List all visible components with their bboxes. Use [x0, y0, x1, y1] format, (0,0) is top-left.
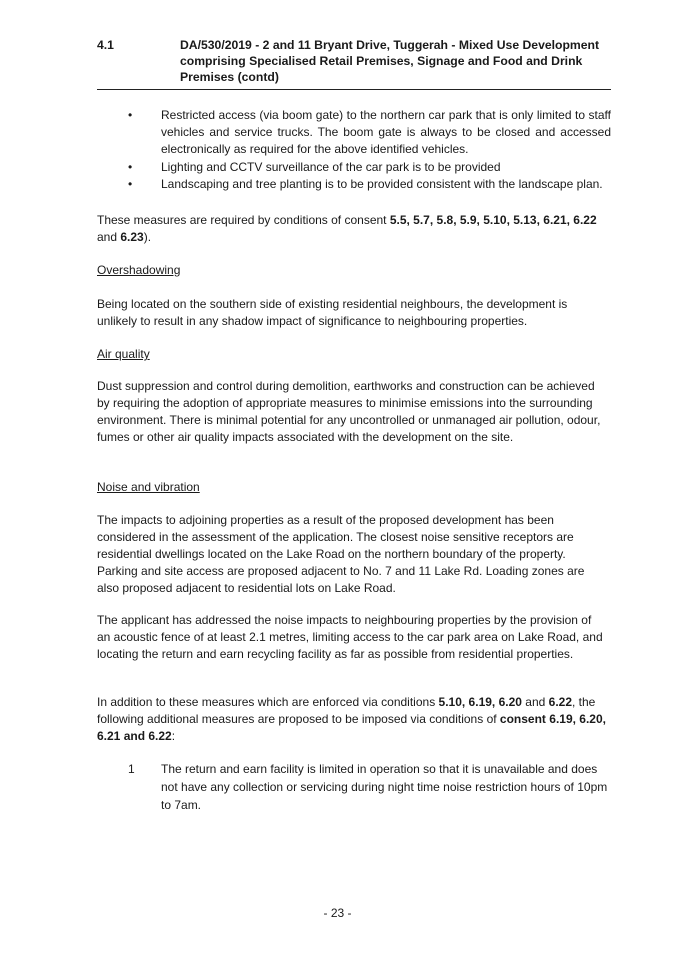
- list-item-text: Lighting and CCTV surveillance of the car park is to be provided: [161, 159, 501, 174]
- text-run: In addition to these measures which are enforced via conditions: [97, 695, 439, 709]
- bullet-list: [97, 107, 611, 193]
- air-quality-paragraph: Dust suppression and control during demolition, earthworks and construction can be achieved by requiring the adoption of appropriate measures to minimise emissions into the surrounding environment. There is minimal potential for any uncontrolled or unmanaged air pollution, odour, fumes or other air quality impacts associated with the development on the site.: [97, 379, 601, 444]
- air-quality-heading: Air quality: [97, 347, 150, 361]
- list-number: 1: [128, 762, 135, 776]
- list-item-text: Landscaping and tree planting is to be provided consistent with the landscape plan.: [161, 176, 603, 191]
- text-run: , the following additional measures are proposed to be imposed via conditions of: [97, 695, 596, 726]
- noise-paragraph-3: [97, 694, 607, 745]
- item-number: 4.1: [97, 38, 114, 52]
- bullet-glyph: •: [128, 159, 133, 174]
- text-run: ).: [143, 230, 152, 244]
- page-number: - 23 -: [323, 906, 352, 920]
- condition-refs: 6.22: [548, 695, 572, 709]
- condition-refs: consent 6.19, 6.20, 6.21 and 6.22: [97, 712, 606, 743]
- bullet-glyph: •: [128, 108, 133, 122]
- noise-heading: Noise and vibration: [97, 480, 200, 494]
- noise-paragraph-2: The applicant has addressed the noise impacts to neighbouring properties by the provision of an acoustic fence of at least 2.1 metres, limiting access to the car park area on Lake Road, and locating the return and earn recycling facility as far as possible from residential properties.: [97, 613, 603, 661]
- overshadowing-heading: Overshadowing: [97, 263, 181, 277]
- noise-paragraph-1: The impacts to adjoining properties as a result of the proposed development has been considered in the assessment of the application. The closest noise sensitive receptors are residential dwellings located on the Lake Road on the northern boundary of the property. Parking and site access are proposed adjacent to No. 7 and 11 Lake Rd. Loading zones are also proposed adjacent to residential lots on Lake Road.: [97, 513, 585, 595]
- text-run: These measures are required by conditions of consent: [97, 213, 390, 227]
- item-title: DA/530/2019 - 2 and 11 Bryant Drive, Tuggerah - Mixed Use Development comprising Specialised Retail Premises, Signage and Food and Drink Premises (contd): [180, 38, 600, 84]
- condition-refs: 5.5, 5.7, 5.8, 5.9, 5.10, 5.13, 6.21, 6.22: [389, 213, 597, 227]
- list-item: [97, 107, 611, 159]
- conditions-paragraph: [97, 212, 607, 246]
- text-run: and: [521, 695, 549, 709]
- text-run: and: [97, 230, 121, 244]
- overshadowing-paragraph: Being located on the southern side of existing residential neighbours, the development is unlikely to result in any shadow impact of significance to neighbouring properties.: [97, 297, 568, 328]
- condition-refs: 6.23: [120, 230, 144, 244]
- condition-refs: 5.10, 6.19, 6.20: [438, 695, 522, 709]
- list-item-text: Restricted access (via boom gate) to the northern car park that is only limited to staff vehicles and service trucks. The boom gate is always to be closed and accessed electronically as required for the above identified vehicles.: [161, 108, 611, 157]
- header-divider: [97, 89, 611, 90]
- bullet-glyph: •: [128, 176, 133, 191]
- text-run: :: [171, 729, 176, 743]
- list-item: [97, 159, 611, 176]
- list-item-text: The return and earn facility is limited in operation so that it is unavailable and does not have any collection or servicing during night time noise restriction hours of 10pm to 7am.: [161, 762, 608, 812]
- list-item: [97, 176, 611, 193]
